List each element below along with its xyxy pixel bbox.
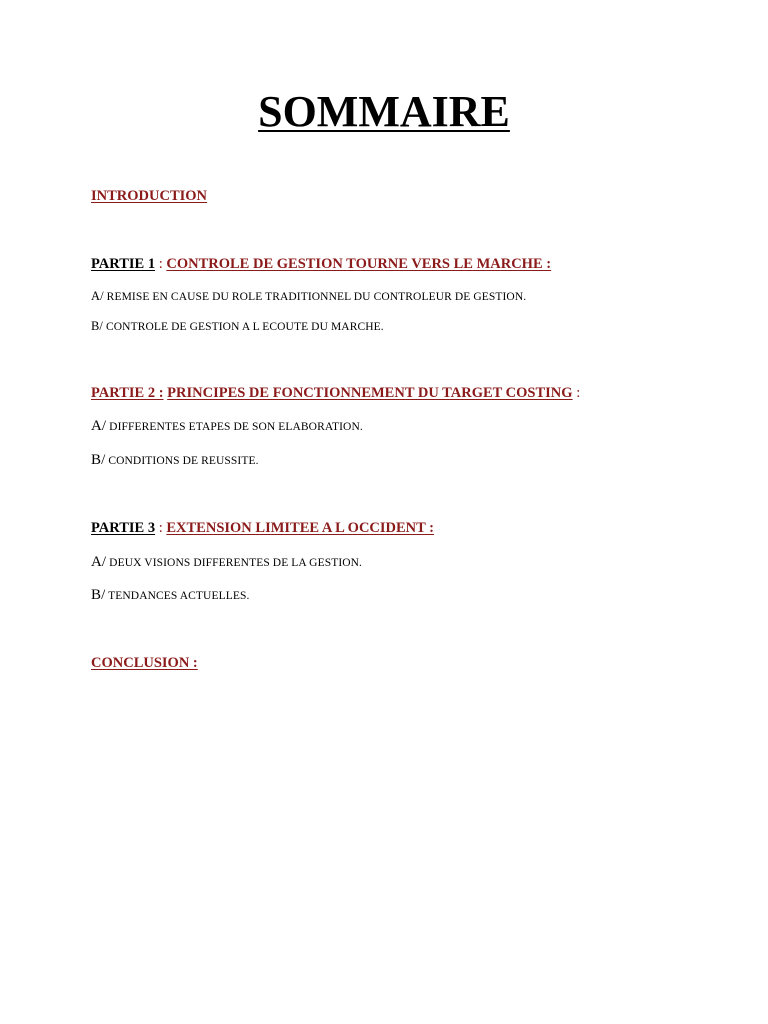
part-1-item-a-text: REMISE EN CAUSE DU ROLE TRADITIONNEL DU CONTROLEUR DE GESTION.	[103, 291, 527, 303]
conclusion-label: CONCLUSION :	[91, 655, 198, 671]
toc-part-3	[91, 519, 434, 537]
part-1-heading: CONTROLE DE GESTION TOURNE VERS LE MARCHE :	[166, 256, 552, 272]
part-2-trailing: :	[572, 385, 581, 401]
part-2-heading: PRINCIPES DE FONCTIONNEMENT DU TARGET COSTING	[167, 385, 573, 401]
toc-part-2-item-b	[91, 452, 259, 469]
part-3-item-a-letter: A/	[91, 554, 107, 570]
toc-part-2-item-a	[91, 418, 363, 435]
toc-part-1-item-a	[91, 288, 526, 305]
introduction-label: INTRODUCTION	[91, 188, 208, 204]
part-1-item-b-letter: B/	[91, 319, 104, 333]
part-1-item-b-text: CONTROLE DE GESTION A L ECOUTE DU MARCHE.	[103, 321, 384, 333]
toc-part-3-item-b	[91, 587, 249, 604]
part-3-item-b-letter: B/	[91, 587, 106, 603]
part-3-separator: :	[155, 520, 167, 536]
part-1-separator: :	[155, 256, 167, 272]
part-3-item-a-text: DEUX VISIONS DIFFERENTES DE LA GESTION.	[106, 557, 363, 569]
part-1-item-a-letter: A/	[91, 289, 104, 303]
part-2-label: PARTIE 2 :	[91, 385, 164, 401]
toc-part-2	[91, 384, 580, 402]
part-3-item-b-text: TENDANCES ACTUELLES.	[105, 590, 250, 602]
part-3-label: PARTIE 3	[91, 520, 156, 536]
part-2-item-a-text: DIFFERENTES ETAPES DE SON ELABORATION.	[106, 421, 363, 433]
part-2-item-b-text: CONDITIONS DE REUSSITE.	[105, 455, 259, 467]
part-2-item-a-letter: A/	[91, 418, 107, 434]
toc-conclusion	[91, 654, 198, 672]
toc-part-1	[91, 255, 551, 273]
part-3-heading: EXTENSION LIMITEE A L OCCIDENT :	[166, 520, 435, 536]
part-2-item-b-letter: B/	[91, 452, 106, 468]
page-title: SOMMAIRE	[258, 87, 510, 136]
toc-part-1-item-b	[91, 318, 384, 335]
toc-part-3-item-a	[91, 554, 362, 571]
toc-introduction	[91, 187, 207, 205]
part-1-label: PARTIE 1	[91, 256, 156, 272]
